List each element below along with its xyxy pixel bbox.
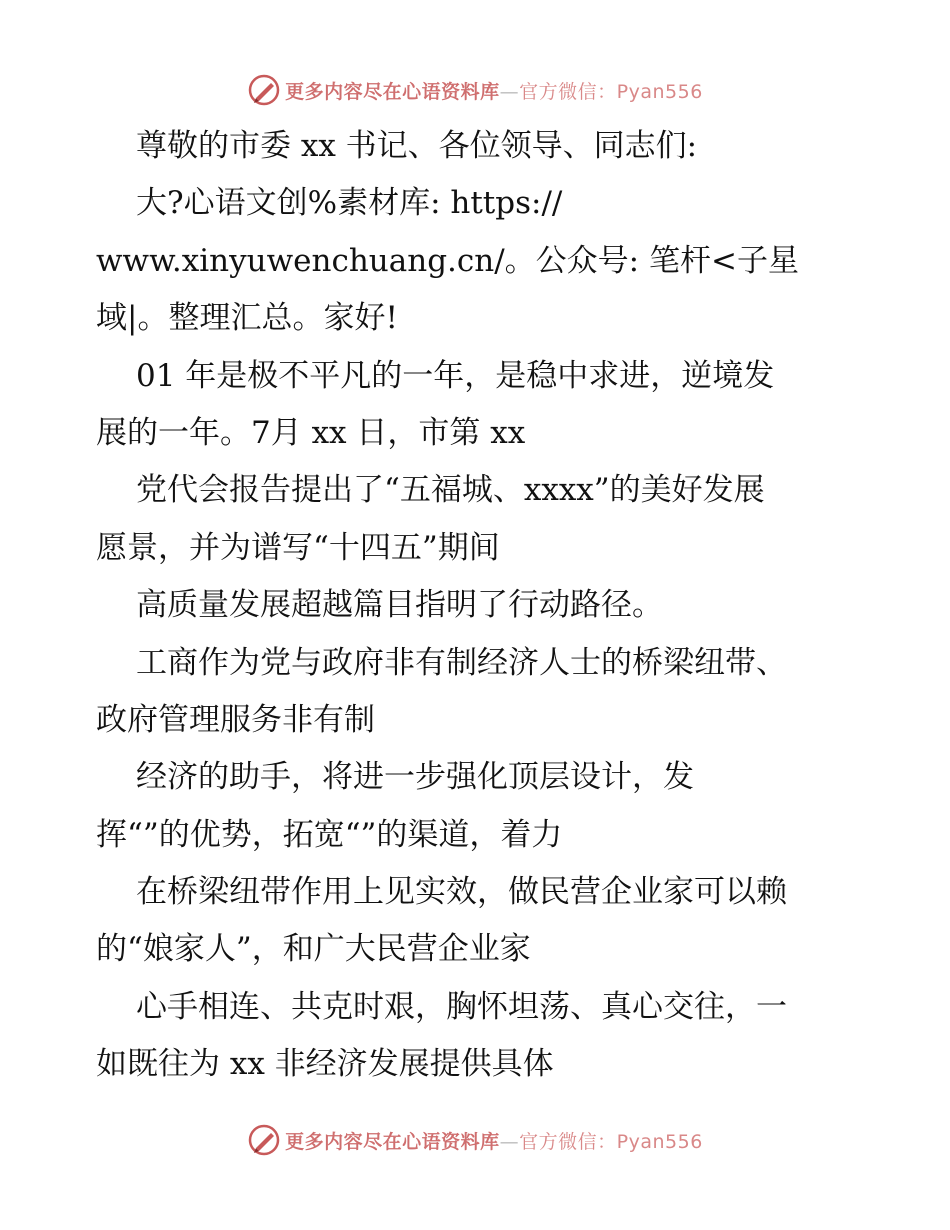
paragraph-line: 党代会报告提出了“五福城、xxxx”的美好发展 [136, 472, 765, 509]
paragraph-line: 在桥梁纽带作用上见实效，做民营企业家可以赖 [136, 874, 787, 911]
pen-logo-icon [247, 1123, 281, 1157]
salutation-line: 尊敬的市委 xx 书记、各位领导、同志们: [136, 128, 698, 164]
header-banner [0, 72, 950, 108]
banner-text [285, 1127, 703, 1154]
paragraph-line: 如既往为 xx 非经济发展提供具体 [96, 1046, 554, 1083]
paragraph-line: 挥“”的优势，拓宽“”的渠道，着力 [96, 816, 563, 853]
paragraph-line: 域|。整理汇总。家好! [96, 300, 398, 337]
paragraph-line: 展的一年。7月 xx 日，市第 xx [96, 414, 526, 451]
banner-main-text: 更多内容尽在心语资料库 [285, 1130, 500, 1153]
paragraph-line: 经济的助手，将进一步强化顶层设计，发 [136, 759, 694, 796]
banner-account-text: 官方微信：Pyan556 [519, 80, 703, 103]
paragraph-line: 大?心语文创%素材库: https:// [136, 185, 563, 222]
banner-dash: — [499, 1130, 520, 1153]
paragraph-line: 的“娘家人”，和广大民营企业家 [96, 931, 531, 968]
paragraph-line: 工商作为党与政府非有制经济人士的桥梁纽带、 [136, 644, 787, 681]
document-body [96, 118, 896, 1094]
banner-dash: — [499, 80, 520, 103]
footer-banner [0, 1122, 950, 1158]
paragraph-line: 心手相连、共克时艰，胸怀坦荡、真心交往，一 [136, 988, 787, 1025]
paragraph-line: 政府管理服务非有制 [96, 701, 375, 738]
paragraph-line: 愿景，并为谱写“十四五”期间 [96, 529, 500, 566]
banner-account-text: 官方微信：Pyan556 [519, 1130, 703, 1153]
banner-main-text: 更多内容尽在心语资料库 [285, 80, 500, 103]
banner-text [285, 77, 703, 104]
paragraph-line: www.xinyuwenchuang.cn/。公众号: 笔杆<子星 [96, 242, 799, 279]
pen-logo-icon [247, 73, 281, 107]
paragraph-line: 01 年是极不平凡的一年，是稳中求进，逆境发 [136, 357, 775, 394]
paragraph-line: 高质量发展超越篇目指明了行动路径。 [136, 587, 663, 624]
